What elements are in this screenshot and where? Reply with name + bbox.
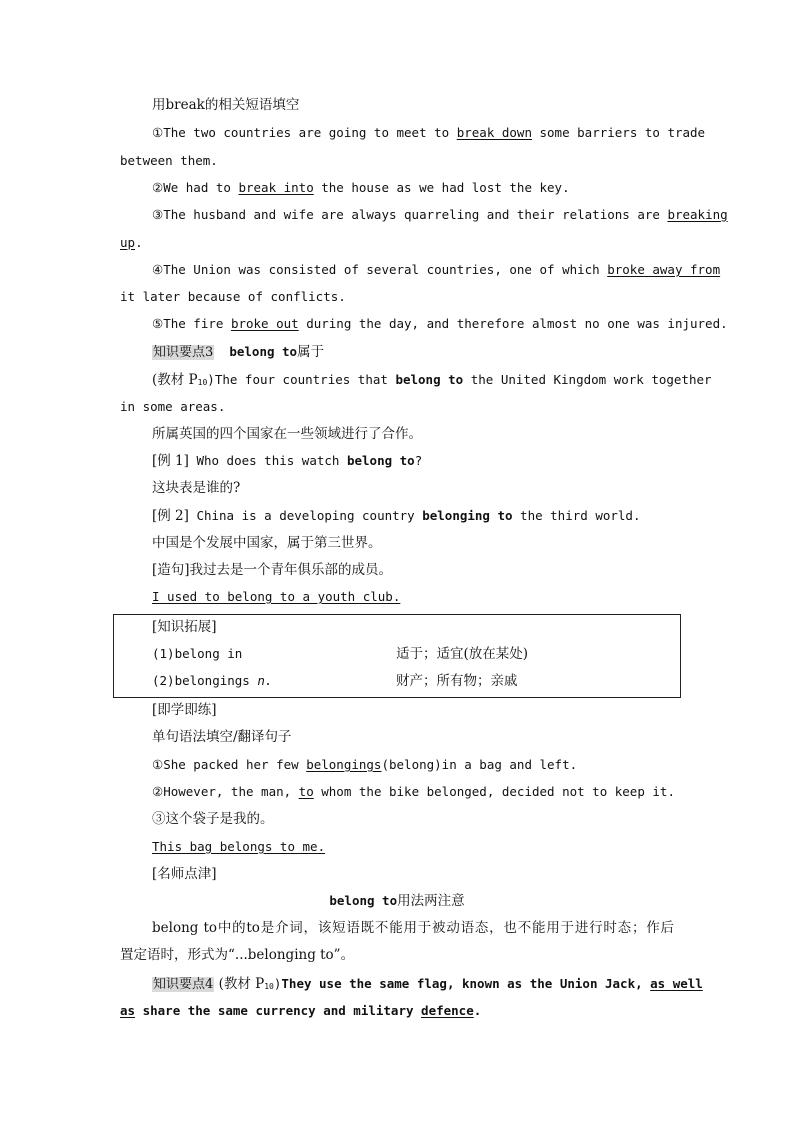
extension-item-2-en: (2)belongings n. <box>152 673 273 688</box>
question-4-cont: it later because of conflicts. <box>120 289 346 304</box>
example-1: [例 1] Who does this watch belong to? <box>152 453 423 469</box>
answer-4: broke away from <box>607 262 721 277</box>
practice-title: [即学即练] <box>152 702 217 718</box>
extension-item-2-cn: 财产；所有物；亲戚 <box>396 673 518 689</box>
extension-item-1-en: (1)belong in <box>152 646 243 661</box>
point3-source-cont: in some areas. <box>120 399 226 414</box>
practice-2: ②However, the man, to whom the bike belonged, decided not to keep it. <box>152 784 675 799</box>
extension-title: [知识拓展] <box>152 619 217 635</box>
point3-tag: 知识要点3 <box>153 345 214 360</box>
practice-answer-2: to <box>298 784 314 799</box>
tip-body-1: belong to中的to是介词，该短语既不能用于被动语态，也不能用于进行时态；作后 <box>152 920 674 936</box>
question-2: ②We had to break into the house as we had lost the key. <box>152 180 570 195</box>
point4-answer-1: as well <box>650 976 703 991</box>
section-heading: 用break的相关短语填空 <box>152 97 300 113</box>
answer-5: broke out <box>230 316 299 331</box>
extension-item-1-cn: 适于；适宜(放在某处) <box>396 646 529 662</box>
point4-header: 知识要点4 (教材 P10)They use the same flag, known as the Union Jack, as well <box>153 976 703 992</box>
tip-label: [名师点津] <box>152 866 217 882</box>
question-1: ①The two countries are going to meet to break down some barriers to trade <box>152 125 706 140</box>
point3-header: 知识要点3 belong to属于 <box>153 344 325 360</box>
practice-answer-1: belongings <box>306 757 382 772</box>
question-1-cont: between them. <box>120 153 218 168</box>
question-3-cont: up. <box>120 235 143 250</box>
practice-subtitle: 单句语法填空/翻译句子 <box>152 729 292 745</box>
point4-cont: as share the same currency and military defence. <box>120 1003 482 1018</box>
tip-title: belong to用法两注意 <box>329 893 465 909</box>
point4-answer-2: defence <box>421 1003 474 1018</box>
example-1-cn: 这块表是谁的? <box>152 480 241 496</box>
example-2-cn: 中国是个发展中国家，属于第三世界。 <box>152 535 382 551</box>
practice-answer-3: This bag belongs to me. <box>152 839 326 854</box>
question-4: ④The Union was consisted of several countries, one of which broke away from <box>152 262 721 277</box>
practice-1: ①She packed her few belongings(belong)in a bag and left. <box>152 757 578 772</box>
point3-source-cn: 所属英国的四个国家在一些领域进行了合作。 <box>152 426 422 442</box>
answer-2: break into <box>238 180 314 195</box>
practice-3: ③这个袋子是我的。 <box>152 811 274 827</box>
make-sentence-answer: I used to belong to a youth club. <box>152 589 401 604</box>
point4-tag: 知识要点4 <box>153 977 214 992</box>
tip-body-2: 置定语时，形式为“...belonging to”。 <box>120 947 355 963</box>
make-sentence: [造句]我过去是一个青年俱乐部的成员。 <box>152 562 393 578</box>
question-3: ③The husband and wife are always quarreling and their relations are breaking <box>152 207 728 222</box>
answer-1: break down <box>456 125 532 140</box>
answer-3: breaking <box>667 207 728 222</box>
point3-source: (教材 P10)The four countries that belong to the United Kingdom work together <box>152 372 712 388</box>
question-5: ⑤The fire broke out during the day, and therefore almost no one was injured. <box>152 316 728 331</box>
example-2: [例 2] China is a developing country belonging to the third world. <box>152 508 641 524</box>
